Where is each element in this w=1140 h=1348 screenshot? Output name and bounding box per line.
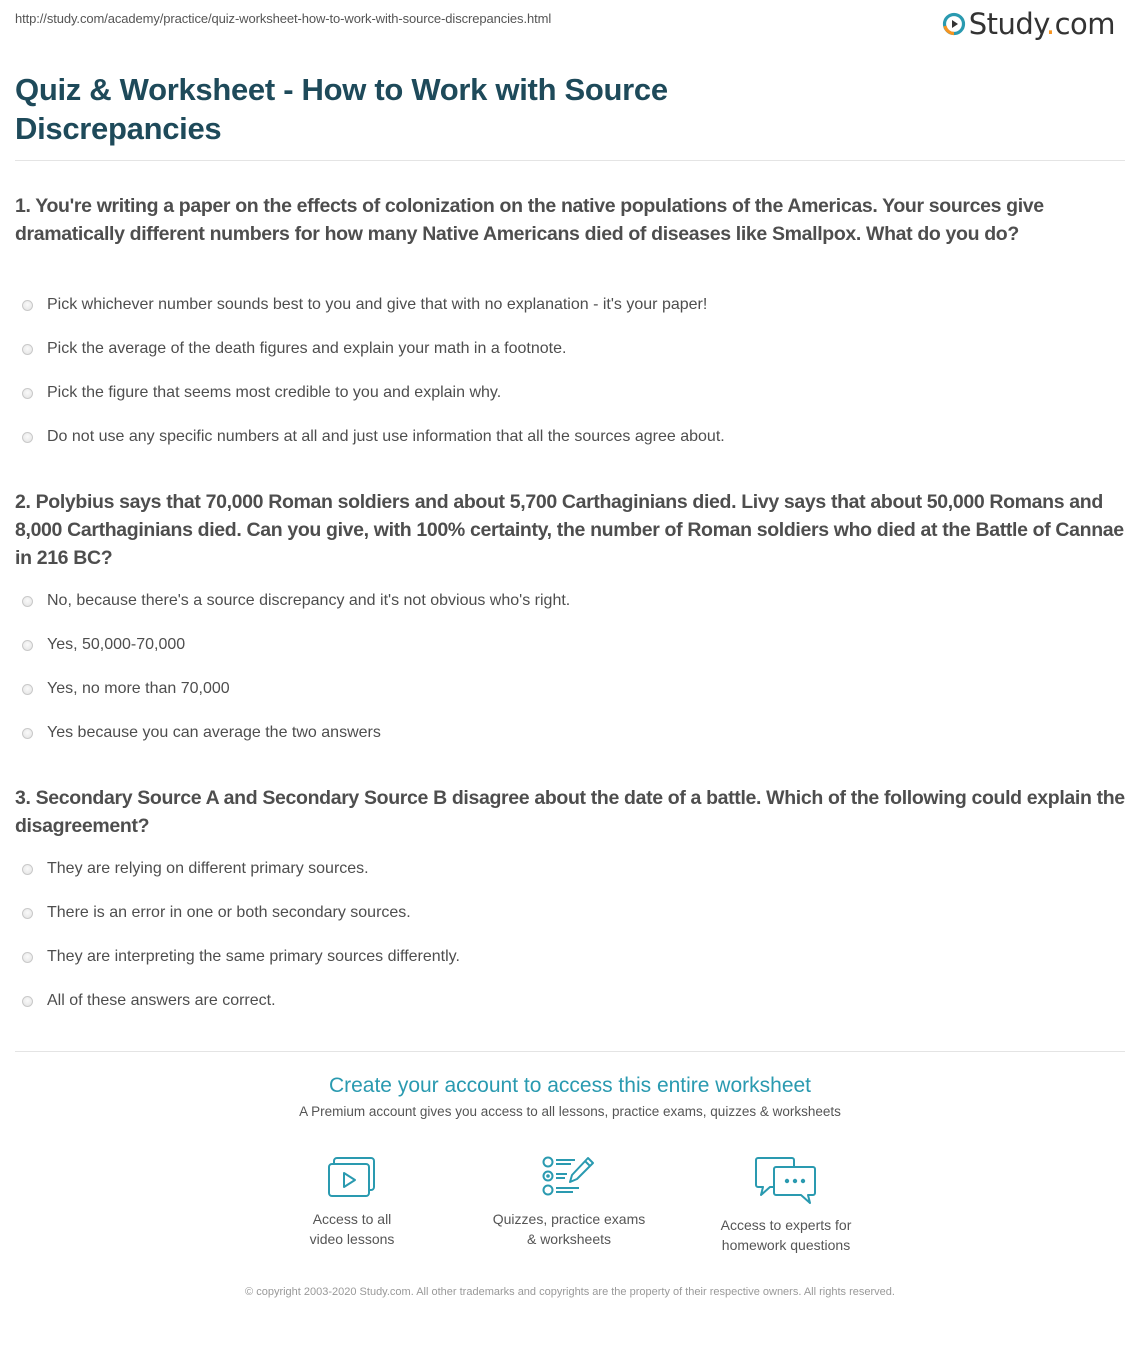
option-label: There is an error in one or both secondary sources. [47,904,411,921]
question-1: 1. You're writing a paper on the effects of colonization on the native populations of the Americas. Your sources give dramatically different numbers for how many Native Americans died of diseases like Smallpox. What do you do? [15,195,1044,245]
q1-option-d[interactable] [22,426,725,448]
option-label: They are interpreting the same primary sources differently. [47,948,460,965]
logo-text: Study.com [968,7,1115,41]
play-circle-icon [942,12,966,36]
question-3: 3. Secondary Source A and Secondary Source B disagree about the date of a battle. Which of the following could explain the disagreement? [15,787,1125,837]
feature-label: Access to all video lessons [309,1211,395,1247]
study-logo[interactable] [942,8,1115,40]
option-label: Do not use any specific numbers at all and just use information that all the sources agree about. [47,428,725,445]
question-2: 2. Polybius says that 70,000 Roman soldiers and about 5,700 Carthaginians died. Livy says that about 50,000 Romans and 8,000 Carthaginians died. Can you give, with 100% certainty, the number of Roman soldiers who died at the Battle of Cannae in 216 BC? [15,491,1124,569]
radio-button[interactable] [22,728,33,739]
chat-bubbles-icon [754,1155,818,1205]
q2-option-b[interactable] [22,634,185,656]
option-label: Pick the figure that seems most credible to you and explain why. [47,384,502,401]
radio-button[interactable] [22,952,33,963]
q2-option-c[interactable] [22,678,230,700]
option-label: They are relying on different primary sources. [47,860,369,877]
radio-button[interactable] [22,864,33,875]
radio-button[interactable] [22,432,33,443]
content-divider [15,1051,1125,1052]
option-label: All of these answers are correct. [47,992,276,1009]
option-label: Yes, no more than 70,000 [47,680,230,697]
option-label: Yes, 50,000-70,000 [47,636,186,653]
q1-option-b[interactable] [22,338,566,360]
radio-button[interactable] [22,996,33,1007]
q3-option-b[interactable] [22,902,411,924]
feature-video-lessons [252,1155,452,1249]
quiz-checklist-icon [541,1155,597,1199]
feature-label: Access to experts for homework questions [720,1217,852,1253]
radio-button[interactable] [22,684,33,695]
q3-option-d[interactable] [22,990,276,1012]
q1-option-c[interactable] [22,382,501,404]
header-divider [15,160,1125,161]
q2-option-a[interactable] [22,590,570,612]
option-label: Pick whichever number sounds best to you and give that with no explanation - it's your paper! [47,296,708,313]
radio-button[interactable] [22,388,33,399]
feature-quizzes [469,1155,669,1249]
q3-option-a[interactable] [22,858,369,880]
feature-label: Quizzes, practice exams & worksheets [492,1211,646,1247]
cta-subtitle: A Premium account gives you access to all lessons, practice exams, quizzes & worksheets [299,1104,841,1119]
radio-button[interactable] [22,640,33,651]
radio-button[interactable] [22,344,33,355]
page-title: Quiz & Worksheet - How to Work with Source Discrepancies [15,72,668,146]
create-account-link[interactable]: Create your account to access this entire worksheet [328,1074,812,1097]
q1-option-a[interactable] [22,294,707,316]
option-label: No, because there's a source discrepancy and it's not obvious who's right. [47,592,571,609]
radio-button[interactable] [22,908,33,919]
q2-option-d[interactable] [22,722,381,744]
feature-experts [686,1155,886,1255]
page-url: http://study.com/academy/practice/quiz-worksheet-how-to-work-with-source-discrepancies.html [15,11,552,26]
option-label: Yes because you can average the two answers [47,724,381,741]
video-lessons-icon [326,1155,378,1199]
radio-button[interactable] [22,596,33,607]
q3-option-c[interactable] [22,946,460,968]
radio-button[interactable] [22,300,33,311]
option-label: Pick the average of the death figures and explain your math in a footnote. [47,340,567,357]
copyright-notice: © copyright 2003-2020 Study.com. All other trademarks and copyrights are the property of their respective owners. All rights reserved. [245,1286,895,1298]
